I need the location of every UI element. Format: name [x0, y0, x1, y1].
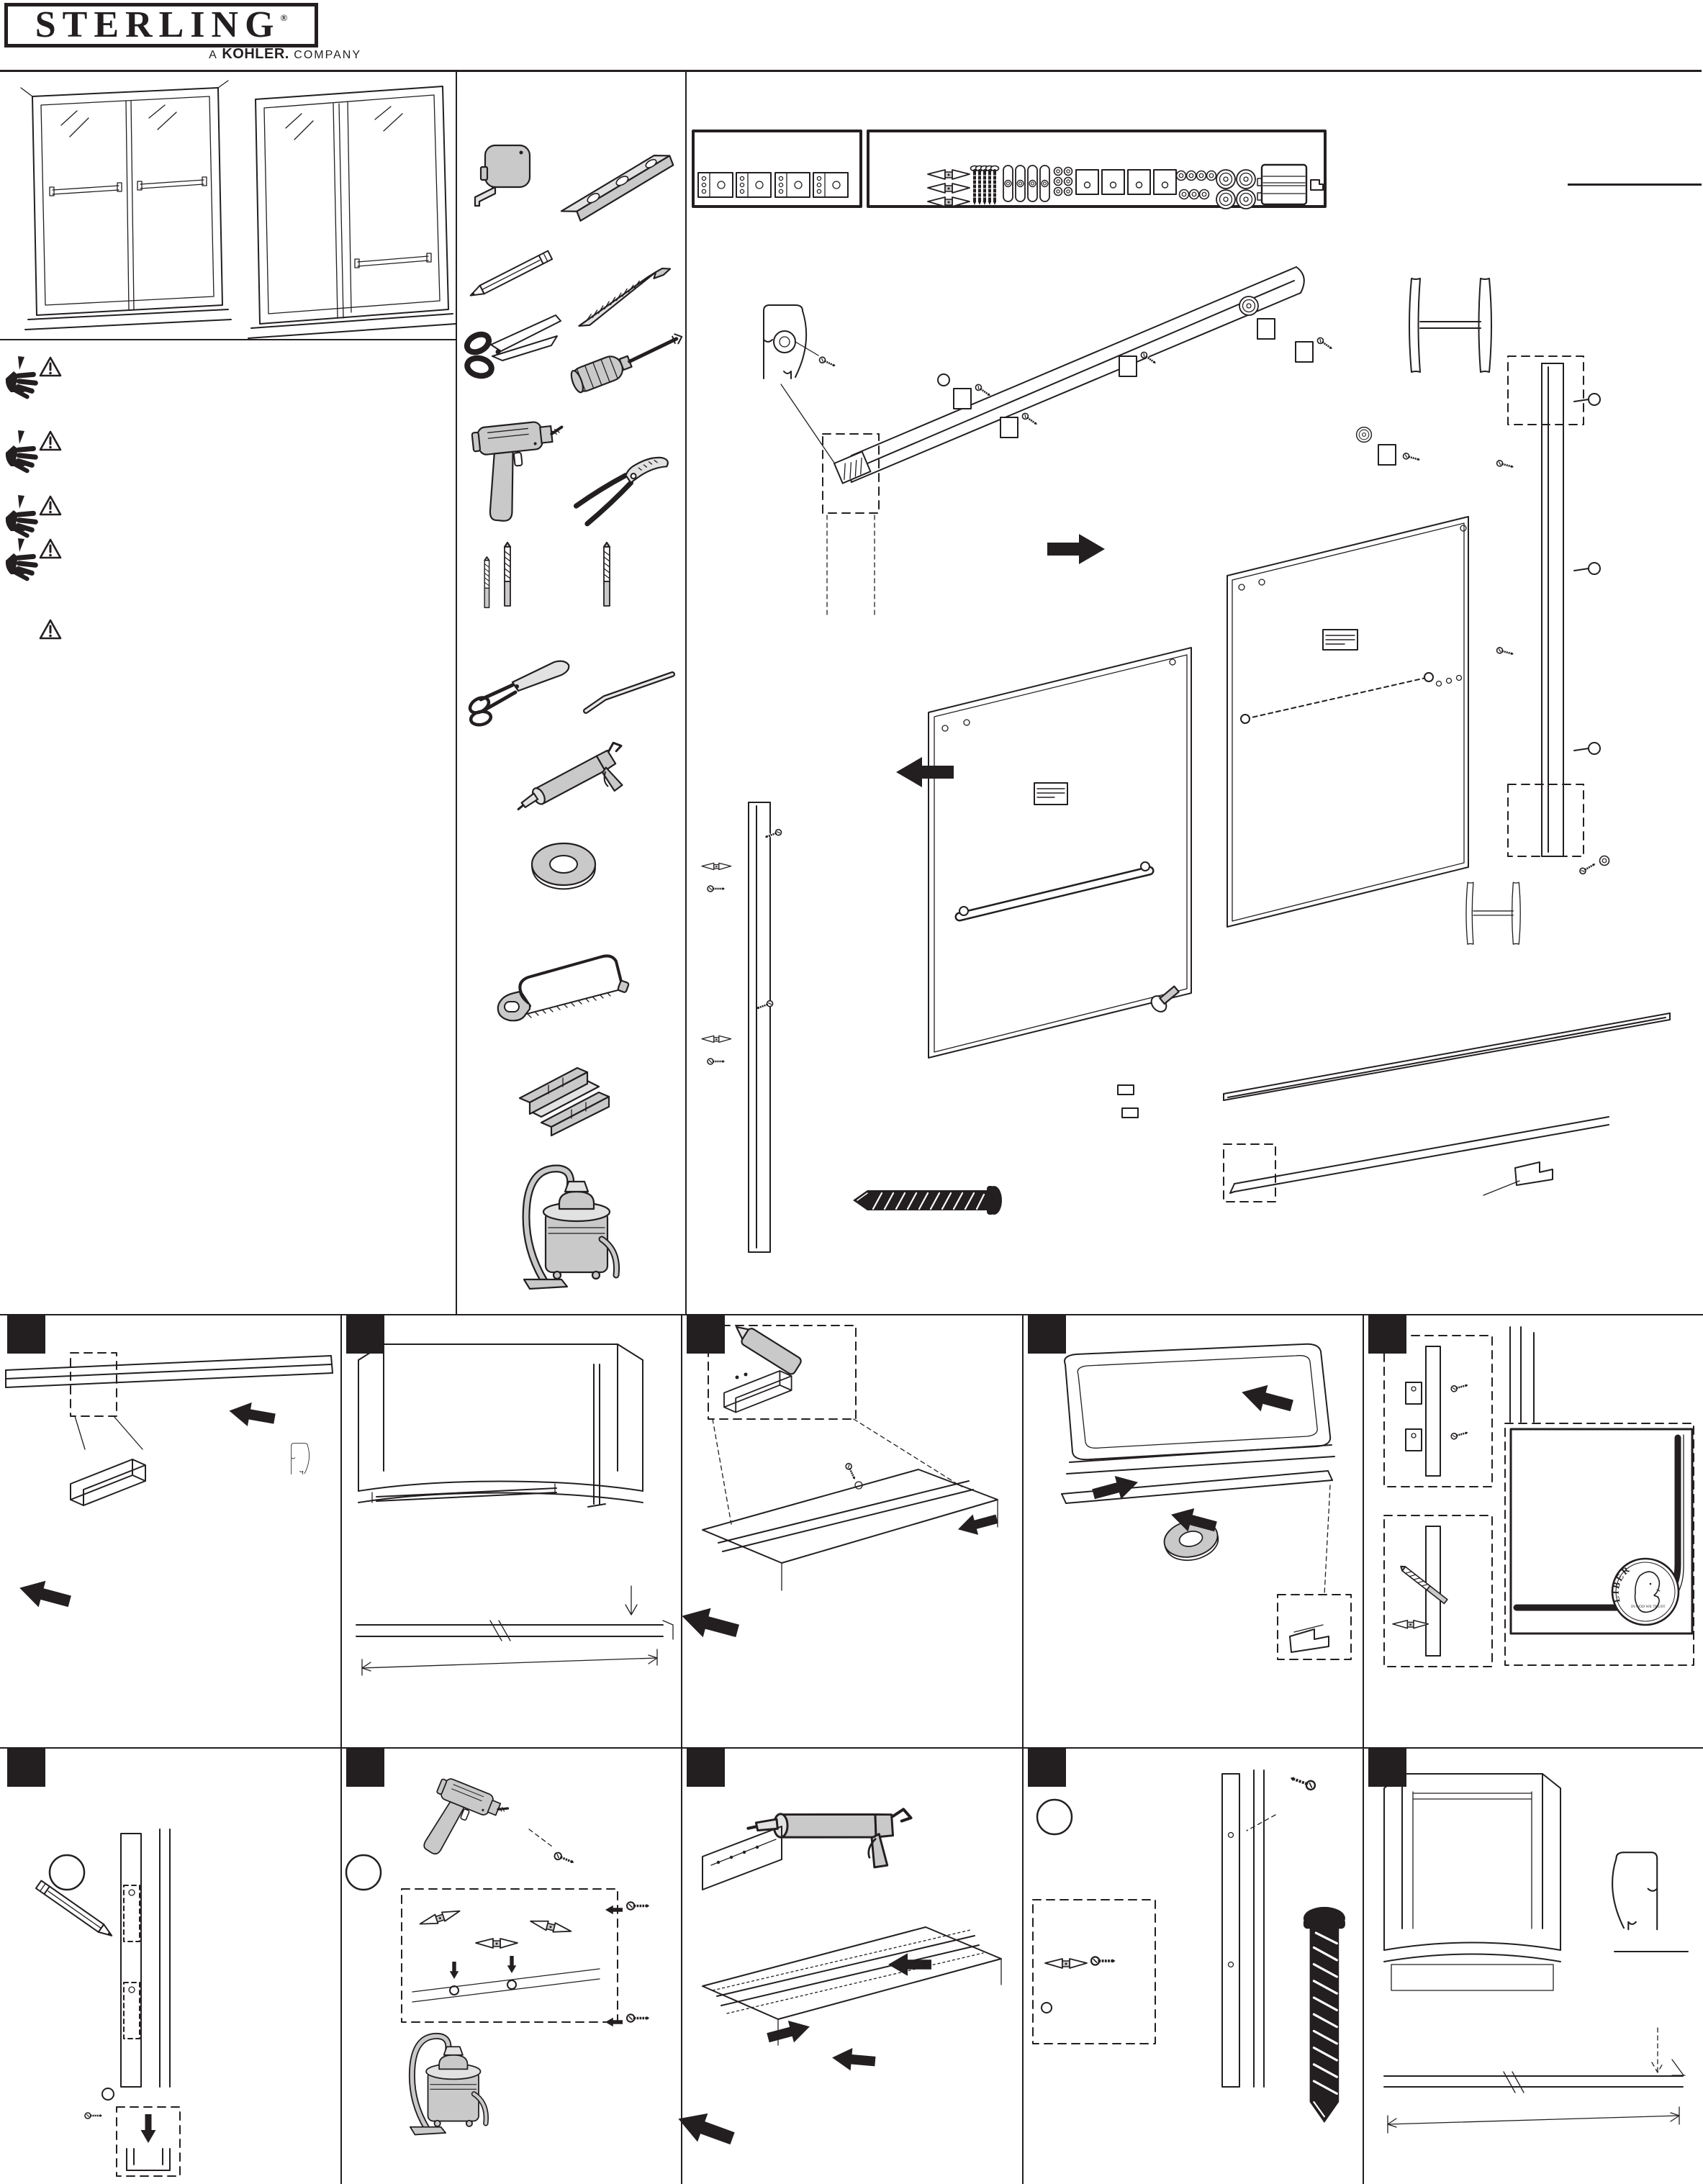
- oval-plate-icon: [1016, 166, 1025, 201]
- bottom-track: [1224, 1013, 1670, 1100]
- rail-profile-icon: [292, 1444, 310, 1474]
- wall-jamb-left: [702, 802, 782, 1252]
- caulk-gun-icon: [748, 1765, 913, 1875]
- hand-cut-icon: [6, 538, 38, 581]
- final-check-scene: [1384, 1774, 1688, 2133]
- pencil-icon: [36, 1880, 114, 1939]
- pencil-icon: [469, 251, 552, 300]
- safety-warnings: [0, 339, 456, 684]
- jamb-and-gap-scene: [1384, 1327, 1694, 1667]
- washer-icon: [1190, 190, 1199, 199]
- hardware-box-2: [868, 131, 1325, 207]
- warning-triangle-icon: [40, 540, 60, 558]
- position-track-scene: [1062, 1344, 1351, 1659]
- installed-door-closed-view: [21, 81, 231, 330]
- bottom-track: [717, 1936, 979, 2006]
- mark-jamb-holes-scene: [36, 1829, 180, 2176]
- direction-arrow: [955, 1509, 1000, 1540]
- warning-triangle-icon: [40, 497, 60, 515]
- end-bracket-icon: [1311, 180, 1323, 190]
- nut-icon: [1054, 168, 1062, 176]
- fasten-jamb-scene: [1033, 1770, 1345, 2123]
- hand-cut-icon: [6, 430, 38, 473]
- header-rail: [849, 267, 1304, 482]
- washer-icon: [1180, 190, 1189, 199]
- masking-tape-icon: [532, 843, 595, 889]
- track-seal-detail-scene: [678, 1321, 1000, 1646]
- insert-arrow: [605, 2018, 623, 2027]
- washer-icon: [1207, 171, 1216, 181]
- direction-arrow-left: [896, 757, 954, 787]
- tagline-kohler: KOHLER.: [222, 46, 289, 62]
- direction-arrow: [765, 2016, 813, 2049]
- tagline-a: A: [209, 49, 217, 61]
- washer-icon: [1197, 171, 1206, 181]
- electric-drill-icon: [471, 420, 571, 524]
- square-plate-icon: [1154, 170, 1176, 194]
- measure-opening-scene: [356, 1344, 673, 1675]
- jamb-profile-icon-small: [1466, 882, 1520, 944]
- electric-drill-icon: [415, 1775, 510, 1873]
- warning-triangle-icon: [40, 620, 60, 638]
- step-7-panel: [340, 1749, 681, 2184]
- roller-icon: [1237, 190, 1255, 209]
- tape-measure-icon: [475, 145, 530, 206]
- pliers-icon: [569, 454, 678, 525]
- miter-box-icon: [520, 1068, 609, 1136]
- hacksaw-icon: [498, 956, 629, 1020]
- sterling-logo: STERLING®: [35, 4, 288, 45]
- hardware-box-1-contents: [698, 173, 848, 197]
- drill-and-anchor-scene: [346, 1775, 649, 2134]
- oval-plate-icon: [1040, 166, 1049, 201]
- oval-plate-icon: [1003, 166, 1013, 201]
- cut-mark-arrow: [625, 1586, 637, 1615]
- bumper-block-icon: [1262, 165, 1306, 204]
- straightedge: [376, 1488, 556, 1501]
- rail-profile-icon: [1612, 1852, 1657, 1929]
- step-2-panel: [340, 1314, 681, 1747]
- jamb-bracket-plate-icon: [736, 173, 771, 197]
- direction-arrow: [227, 1399, 277, 1431]
- washer-icon: [1177, 171, 1186, 181]
- jamb-bracket-plate-icon: [698, 173, 733, 197]
- required-tools-column: [456, 71, 686, 1314]
- direction-arrow: [673, 2105, 738, 2153]
- glass-panel-rear: [1227, 517, 1468, 927]
- drill-bit-medium-icon: [505, 543, 510, 606]
- nut-icon: [1054, 178, 1062, 186]
- toggle-wing-icon: [928, 183, 970, 193]
- leader-line: [781, 384, 836, 465]
- hardware-box-2-contents: [928, 165, 1323, 209]
- wall-jamb-right: [1496, 356, 1609, 875]
- step-3-panel: [681, 1314, 1021, 1747]
- tin-snips-icon: [467, 661, 569, 727]
- long-screw-icon: [986, 166, 994, 206]
- washer-icon: [1200, 190, 1209, 199]
- hardware-pack-circle-badge: [1037, 1800, 1072, 1834]
- roller-icon: [1216, 190, 1235, 209]
- direction-arrow: [16, 1574, 73, 1614]
- panel-label-sticker: [1034, 783, 1067, 805]
- step-10-panel: [1363, 1749, 1703, 2184]
- shop-vacuum-icon: [410, 2036, 486, 2134]
- step-6-panel: [0, 1749, 340, 2184]
- mounting-screw-icon: [1304, 1907, 1345, 2123]
- square-plate-icon: [1076, 170, 1098, 194]
- direction-arrow: [678, 1601, 741, 1645]
- insert-arrow: [605, 1906, 623, 1915]
- insert-arrow: [450, 1962, 459, 1979]
- towel-bar-exploded: [1241, 673, 1462, 723]
- kohler-tagline: [166, 46, 361, 63]
- rail-to-cut: [356, 1625, 663, 1636]
- step-4-panel: [1022, 1314, 1363, 1747]
- warning-triangle-icon: [40, 432, 60, 450]
- panel-label-sticker: [1323, 630, 1358, 650]
- projection-lines: [827, 515, 875, 617]
- sterling-logo-box: [4, 3, 318, 47]
- dime-gap-inset: [1505, 1423, 1694, 1665]
- direction-arrow: [1238, 1379, 1295, 1418]
- square-plate-icon: [1128, 170, 1150, 194]
- coin-motto-text: IN GOD WE TRUST: [1631, 1605, 1666, 1609]
- hardware-pack-circle-badge: [50, 1855, 84, 1890]
- washer-icon: [1187, 171, 1196, 181]
- square-plate-icon: [1102, 170, 1124, 194]
- direction-arrow-right: [1047, 534, 1105, 564]
- glass-panel-front: [929, 648, 1191, 1058]
- step-1-panel: [0, 1314, 340, 1747]
- cut-header-rail-scene: [6, 1353, 333, 1615]
- step-8-panel: [681, 1749, 1021, 2184]
- shop-vacuum-icon: [524, 1169, 617, 1289]
- file-icon: [572, 266, 678, 330]
- jamb-bracket-plate-icon: [775, 173, 810, 197]
- long-screw-icon: [976, 166, 984, 206]
- nut-icon: [1054, 188, 1062, 196]
- drill-bit-small-icon: [484, 557, 489, 607]
- step-5-panel: [1363, 1314, 1703, 1747]
- hardware-pack-circle-badge: [346, 1855, 381, 1890]
- nut-icon: [1065, 178, 1072, 186]
- nut-icon: [1065, 188, 1072, 196]
- oval-plate-icon: [1028, 166, 1037, 201]
- installed-door-bypass-view: [248, 86, 456, 338]
- mounting-screw-icon: [853, 1186, 1002, 1215]
- step-9-panel: [1022, 1749, 1363, 2184]
- warning-triangle-icon: [40, 358, 60, 376]
- roller-bracket-clusters: [938, 296, 1421, 465]
- jamb-profile-icon: [1409, 278, 1491, 372]
- hand-cut-icon: [6, 356, 38, 399]
- long-screw-icon: [971, 166, 979, 206]
- long-screw-icon: [991, 166, 999, 206]
- tagline-company: COMPANY: [294, 49, 361, 61]
- bottom-rail: [1224, 1117, 1609, 1202]
- rail-end-clip: [834, 452, 870, 484]
- registered-mark: ®: [280, 12, 288, 23]
- level-icon: [555, 150, 680, 226]
- exploded-parts-diagram: [686, 71, 1703, 1314]
- seal-track-scene: [673, 1765, 1001, 2152]
- caulk-gun-icon: [510, 742, 629, 810]
- insert-arrow: [507, 1956, 517, 1973]
- direction-arrow: [888, 1953, 931, 1976]
- coin-liberty-text: LIBERTY: [1607, 1549, 1632, 1604]
- jamb-bracket-plate-icon: [813, 173, 848, 197]
- long-screw-icon: [981, 166, 989, 206]
- roller-icon: [1237, 170, 1255, 189]
- roller-icon: [1216, 170, 1235, 189]
- bottom-track: [718, 1481, 973, 1551]
- towel-bar: [959, 862, 1149, 917]
- toggle-wing-icon: [928, 170, 970, 179]
- hand-cut-icon: [6, 495, 38, 538]
- installed-views: [0, 71, 456, 339]
- direction-arrow: [831, 2047, 877, 2073]
- phillips-screwdriver-icon: [569, 330, 687, 395]
- nut-icon: [1065, 168, 1072, 176]
- insert-arrow: [141, 2114, 156, 2143]
- scissors-icon: [464, 315, 561, 379]
- drill-bit-large-icon: [604, 543, 610, 606]
- hex-key-icon: [586, 674, 672, 711]
